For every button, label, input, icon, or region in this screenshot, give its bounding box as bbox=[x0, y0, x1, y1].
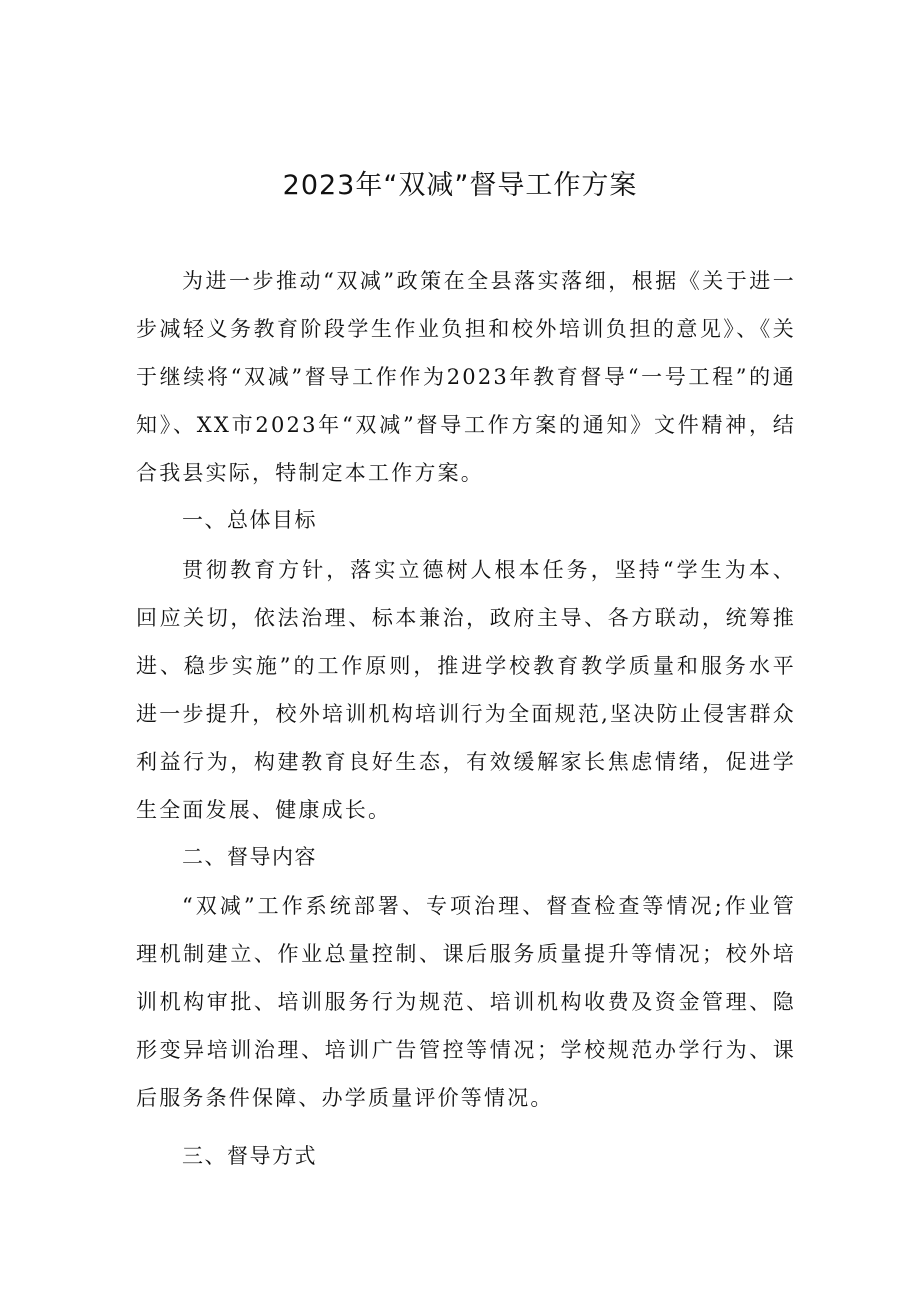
intro-paragraph: 为进一步推动“双减”政策在全县落实落细，根据《关于进一步减轻义务教育阶段学生作业负担和校外培训负担的意见》、《关于继续将“双减”督导工作作为2023年教育督导“一号工程”的通知》、XX市2023年“双减”督导工作方案的通知》文件精神，结合我县实际，特制定本工作方案。 bbox=[136, 269, 796, 485]
section-body-supervision-content: “双减”工作系统部署、专项治理、督查检查等情况;作业管理机制建立、作业总量控制、课后服务质量提升等情况；校外培训机构审批、培训服务行为规范、培训机构收费及资金管理、隐形变异培训治理、培训广告管控等情况；学校规范办学行为、课后服务条件保障、办学质量评价等情况。 bbox=[136, 894, 796, 1110]
section-heading-overall-goal: 一、总体目标 bbox=[182, 508, 317, 532]
document-title: 2023年“双减”督导工作方案 bbox=[282, 170, 638, 201]
section-body-overall-goal: 贯彻教育方针，落实立德树人根本任务，坚持“学生为本、回应关切，依法治理、标本兼治，政府主导、各方联动，统筹推进、稳步实施”的工作原则，推进学校教育教学质量和服务水平进一步提升，校外培训机构培训行为全面规范,坚决防止侵害群众利益行为，构建教育良好生态，有效缓解家长焦虑情绪，促进学生全面发展、健康成长。 bbox=[136, 558, 796, 822]
section-heading-supervision-content: 二、督导内容 bbox=[182, 845, 317, 869]
section-heading-supervision-method: 三、督导方式 bbox=[182, 1144, 317, 1168]
